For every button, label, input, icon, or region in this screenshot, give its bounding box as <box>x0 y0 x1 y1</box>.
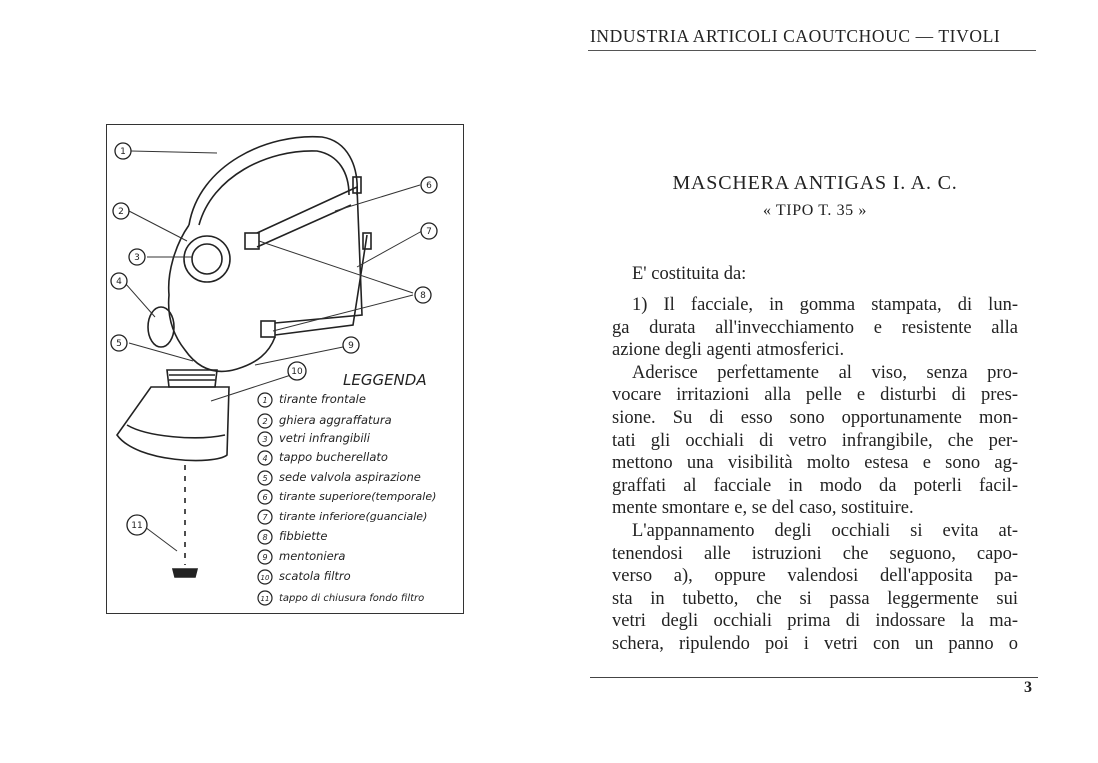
legend-item <box>258 591 424 605</box>
callout-9: 9 <box>348 341 354 351</box>
svg-text:3: 3 <box>262 435 268 444</box>
text-line: graffati al facciale in modo da poterli facil- <box>612 475 1018 496</box>
intro-line: E' costituita da: <box>632 264 747 284</box>
legend-item <box>258 413 392 428</box>
gas-mask-figure <box>106 124 464 614</box>
harness-inner <box>199 151 349 225</box>
svg-text:4: 4 <box>262 454 268 463</box>
eyepiece-outer <box>184 236 230 282</box>
gas-mask-illustration <box>107 125 465 615</box>
text-line: ga durata all'invecchiamento e resistente alla <box>612 317 1018 338</box>
callout-2: 2 <box>118 207 124 217</box>
text-line: tenendosi alle istruzioni che seguono, capo- <box>612 543 1018 564</box>
svg-text:9: 9 <box>262 553 268 562</box>
text-line: schera, ripulendo poi i vetri con un panno o <box>612 633 1018 654</box>
callout-4: 4 <box>116 277 122 287</box>
text-line: 1) Il facciale, in gomma stampata, di lun- <box>632 295 1018 315</box>
legend-text: sede valvola aspirazione <box>279 470 421 484</box>
page-number: 3 <box>1024 679 1032 696</box>
text-line: Aderisce perfettamente al viso, senza pro- <box>632 362 1018 383</box>
legend-item <box>258 549 345 564</box>
callout-5: 5 <box>116 339 122 349</box>
footer-rule <box>590 677 1038 678</box>
legend-title: LEGGENDA <box>343 371 427 389</box>
legend-item <box>258 450 388 465</box>
legend-item <box>258 510 427 524</box>
text-line: mente smontare e, se del caso, sostituire. <box>612 498 914 519</box>
legend-text: tirante inferiore(guanciale) <box>279 510 428 523</box>
legend-text: tirante frontale <box>279 392 366 406</box>
filter-canister <box>117 387 229 460</box>
text-line: vocare irritazioni alla pelle e disturbi di pres- <box>612 385 1018 406</box>
legend-text: vetri infrangibili <box>279 431 370 445</box>
legend-text: ghiera aggraffatura <box>279 413 392 427</box>
running-header: INDUSTRIA ARTICOLI CAOUTCHOUC — TIVOLI <box>590 26 1001 46</box>
legend-text: tappo di chiusura fondo filtro <box>279 593 425 604</box>
legend-text: fibbiette <box>279 529 328 543</box>
legend-item <box>258 431 371 446</box>
callout-7: 7 <box>426 227 432 237</box>
legend-item <box>258 470 421 485</box>
svg-text:11: 11 <box>260 595 270 603</box>
body-paragraphs <box>612 294 1018 656</box>
eyepiece-inner <box>192 244 222 274</box>
svg-text:8: 8 <box>262 533 268 542</box>
text-line: verso a), oppure valendosi dell'apposita pa- <box>612 566 1018 587</box>
canister-band <box>127 425 225 438</box>
svg-text:5: 5 <box>262 474 268 483</box>
strap-lower <box>275 235 367 335</box>
callout-3: 3 <box>134 253 140 263</box>
svg-text:6: 6 <box>262 493 268 502</box>
text-line: azione degli agenti atmosferici. <box>612 340 845 361</box>
legend-text: mentoniera <box>279 549 346 563</box>
callout-8: 8 <box>420 291 426 301</box>
svg-text:10: 10 <box>260 574 270 582</box>
text-line: mettono una visibilità molto estesa e sono ag- <box>612 453 1018 474</box>
callout-6: 6 <box>426 181 432 191</box>
legend-text: tappo bucherellato <box>279 450 388 464</box>
legend-item <box>258 569 351 584</box>
svg-text:7: 7 <box>262 513 268 522</box>
callout-1: 1 <box>120 147 126 157</box>
filter-cap <box>173 569 197 577</box>
legend-item <box>258 529 327 544</box>
filter-connector <box>167 370 217 387</box>
callout-10: 10 <box>291 367 303 377</box>
legend-item <box>258 392 366 407</box>
text-line: sione. Su di esso sono opportunamente mon- <box>612 407 1018 428</box>
legend-text: scatola filtro <box>279 569 351 583</box>
callout-11: 11 <box>131 521 143 531</box>
legend-text: tirante superiore(temporale) <box>279 490 437 503</box>
legend-item <box>258 490 436 504</box>
text-line: tati gli occhiali di vetro infrangibile, che per- <box>612 430 1018 451</box>
connector-ridges <box>169 375 215 380</box>
text-line: vetri degli occhiali prima di indossare la ma- <box>612 611 1018 632</box>
svg-text:2: 2 <box>262 417 268 426</box>
legend-list <box>258 392 436 605</box>
document-subtitle: « TIPO T. 35 » <box>763 202 867 219</box>
svg-text:1: 1 <box>262 396 268 405</box>
buckle-lower <box>261 321 275 337</box>
header-rule <box>588 50 1036 51</box>
text-line: L'appannamento degli occhiali si evita at- <box>632 520 1018 541</box>
harness-outer <box>189 137 357 225</box>
document-title: MASCHERA ANTIGAS I. A. C. <box>672 172 958 194</box>
text-line: sta in tubetto, che si passa leggermente sui <box>612 588 1018 609</box>
